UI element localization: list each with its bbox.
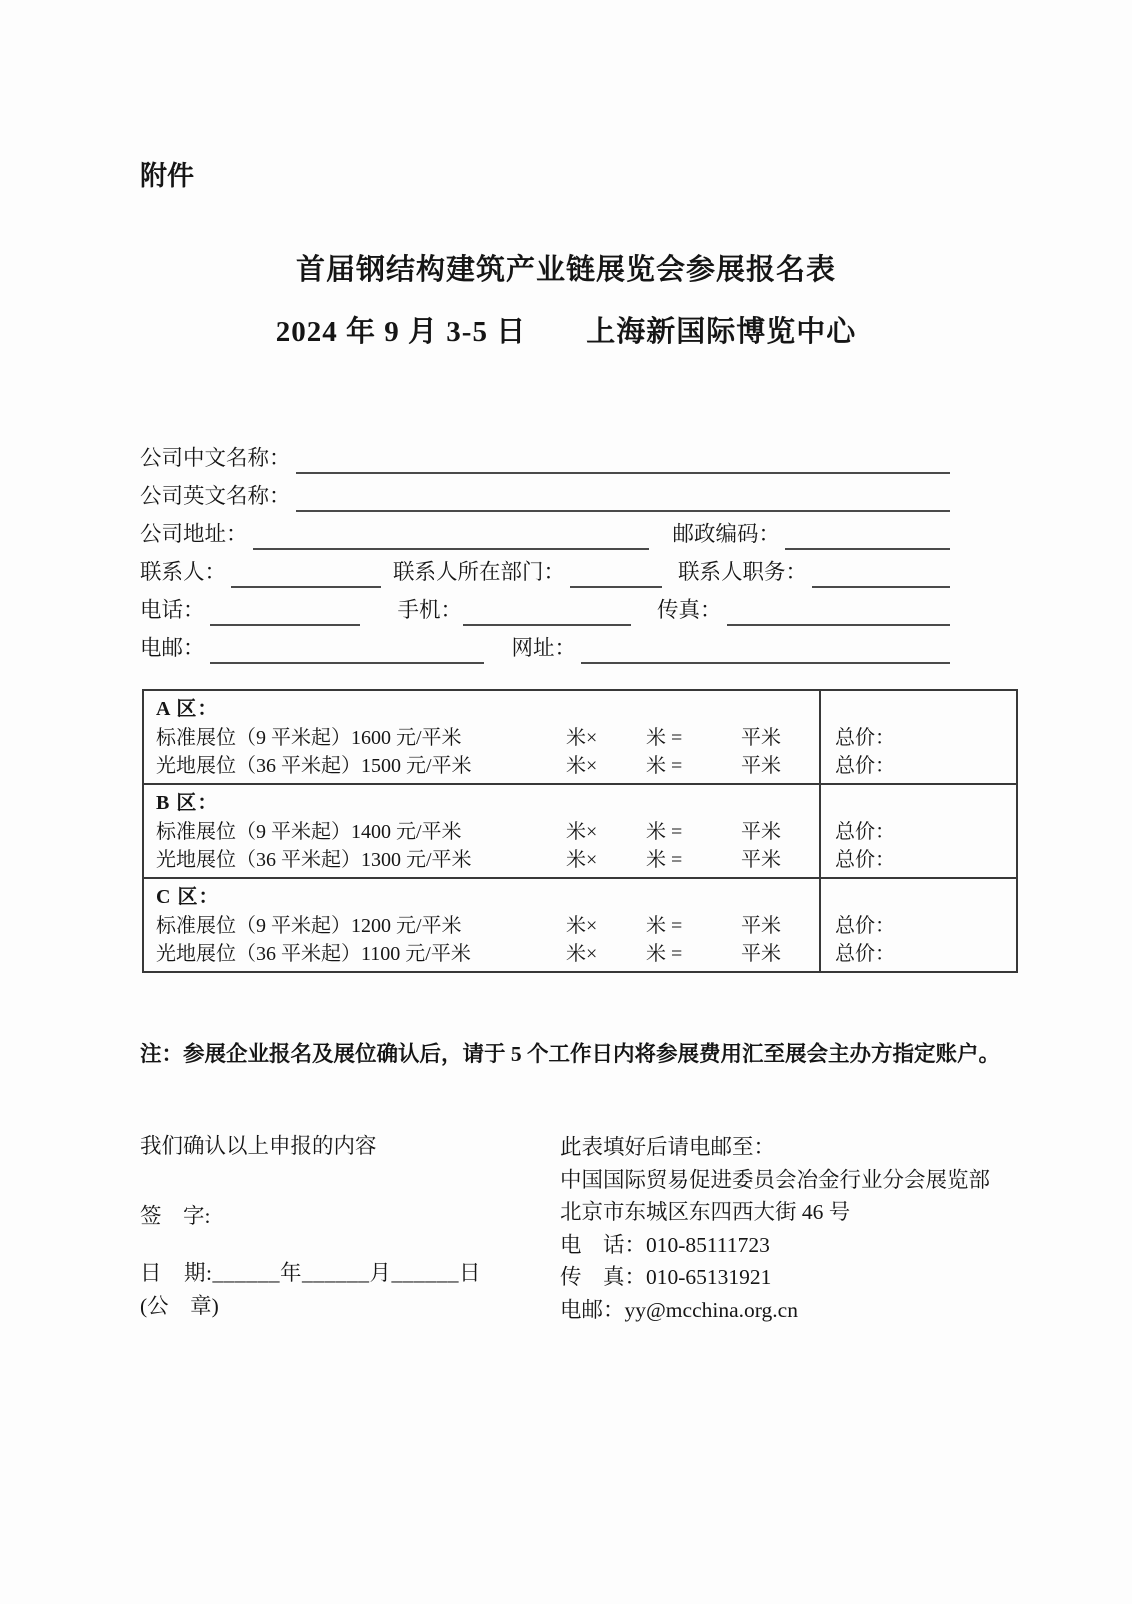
- company-info-form: [140, 436, 950, 664]
- meters-x-label: 米×: [566, 943, 598, 965]
- email-label: 电邮：: [140, 636, 205, 661]
- sqm-label: 平米: [741, 915, 781, 937]
- zone-a-raw-space-row: [156, 752, 819, 780]
- organizer-contact-block: [560, 1131, 1132, 1326]
- email-web-row: [140, 626, 950, 664]
- zone-a-standard-booth-row: [156, 724, 819, 752]
- meters-eq-label: 米 =: [646, 727, 683, 749]
- booth-pricing-table: [142, 689, 1018, 973]
- exhibition-title: 首届钢结构建筑产业链展览会参展报名表: [295, 254, 836, 286]
- meters-eq-label: 米 =: [646, 755, 683, 777]
- phone-label: 电话：: [140, 598, 205, 623]
- exhibition-date-venue: 2024 年 9 月 3-5 日 上海新国际博览中心: [275, 316, 857, 348]
- organizer-address: 北京市东城区东四西大街 46 号: [560, 1200, 851, 1224]
- mobile-blank: [463, 596, 631, 626]
- zone-b-header: B 区：: [156, 792, 219, 814]
- email-blank: [210, 634, 484, 664]
- company-cn-name-blank: [296, 444, 950, 474]
- zone-c-header: C 区：: [156, 886, 220, 908]
- contact-dept-blank: [570, 558, 662, 588]
- phone-row: [140, 588, 950, 626]
- meters-eq-label: 米 =: [646, 943, 683, 965]
- total-price-label: 总价：: [835, 943, 895, 965]
- signature-label: 签 字:: [140, 1204, 211, 1228]
- contact-person-label: 联系人：: [140, 560, 227, 585]
- website-blank: [581, 634, 950, 664]
- date-line: 日 期:______年______月______日: [140, 1261, 481, 1285]
- meters-x-label: 米×: [566, 915, 598, 937]
- zone-b-standard-booth-row: [156, 818, 819, 846]
- organizer-email: 电邮：yy@mcchina.org.cn: [560, 1297, 798, 1322]
- company-seal-label: (公 章): [140, 1294, 219, 1318]
- company-cn-name-label: 公司中文名称：: [140, 446, 291, 471]
- contact-title-label: 联系人职务：: [678, 560, 808, 585]
- meters-x-label: 米×: [566, 727, 598, 749]
- meters-x-label: 米×: [566, 755, 598, 777]
- zip-code-label: 邮政编码：: [672, 522, 781, 547]
- website-label: 网址：: [511, 636, 577, 661]
- zone-b-raw-space-row: [156, 846, 819, 874]
- booth-desc: 光地展位（36 平米起）1100 元/平米: [156, 943, 471, 965]
- contact-dept-label: 联系人所在部门：: [393, 560, 566, 585]
- booth-desc: 标准展位（9 平米起）1200 元/平米: [156, 915, 462, 937]
- company-en-name-label: 公司英文名称：: [140, 484, 291, 509]
- total-price-label: 总价：: [835, 849, 895, 871]
- sqm-label: 平米: [741, 727, 781, 749]
- mobile-label: 手机：: [397, 598, 463, 623]
- zone-b-section: [144, 783, 1016, 877]
- total-price-label: 总价：: [835, 915, 895, 937]
- booth-desc: 标准展位（9 平米起）1400 元/平米: [156, 821, 462, 843]
- zone-c-section: [144, 877, 1016, 971]
- sqm-label: 平米: [741, 755, 781, 777]
- company-cn-name-row: [140, 436, 950, 474]
- company-address-blank: [253, 520, 649, 550]
- zip-code-blank: [785, 520, 950, 550]
- meters-x-label: 米×: [566, 821, 598, 843]
- organizer-phone: 电 话：010-85111723: [560, 1232, 770, 1257]
- sqm-label: 平米: [741, 849, 781, 871]
- address-zip-row: [140, 512, 950, 550]
- meters-eq-label: 米 =: [646, 915, 683, 937]
- company-address-label: 公司地址：: [140, 522, 248, 547]
- organizer-name: 中国国际贸易促进委员会冶金行业分会展览部: [560, 1167, 991, 1192]
- zone-c-standard-booth-row: [156, 912, 819, 940]
- sqm-label: 平米: [741, 943, 781, 965]
- contact-person-blank: [231, 558, 381, 588]
- booth-desc: 光地展位（36 平米起）1500 元/平米: [156, 755, 472, 777]
- payment-note: 注：参展企业报名及展位确认后，请于 5 个工作日内将参展费用汇至展会主办方指定账户。: [140, 1042, 1001, 1066]
- meters-x-label: 米×: [566, 849, 598, 871]
- booth-desc: 标准展位（9 平米起）1600 元/平米: [156, 727, 462, 749]
- total-price-label: 总价：: [835, 821, 895, 843]
- contact-row: [140, 550, 950, 588]
- meters-eq-label: 米 =: [646, 821, 683, 843]
- company-en-name-blank: [296, 482, 950, 512]
- total-price-label: 总价：: [835, 755, 895, 777]
- organizer-fax: 传 真：010-65131921: [560, 1265, 772, 1289]
- zone-a-section: [144, 691, 1016, 783]
- zone-c-raw-space-row: [156, 940, 819, 968]
- footer: [140, 1131, 1132, 1326]
- booth-desc: 光地展位（36 平米起）1300 元/平米: [156, 849, 472, 871]
- fax-blank: [727, 596, 950, 626]
- signature-block: [140, 1131, 560, 1326]
- mail-to-instruction: 此表填好后请电邮至：: [560, 1135, 776, 1159]
- fax-label: 传真：: [657, 598, 722, 623]
- confirmation-statement: 我们确认以上申报的内容: [140, 1134, 377, 1158]
- contact-title-blank: [812, 558, 950, 588]
- company-en-name-row: [140, 474, 950, 512]
- meters-eq-label: 米 =: [646, 849, 683, 871]
- attachment-label: 附件: [140, 161, 194, 191]
- phone-blank: [210, 596, 360, 626]
- sqm-label: 平米: [741, 821, 781, 843]
- total-price-label: 总价：: [835, 727, 895, 749]
- zone-a-header: A 区：: [156, 698, 219, 720]
